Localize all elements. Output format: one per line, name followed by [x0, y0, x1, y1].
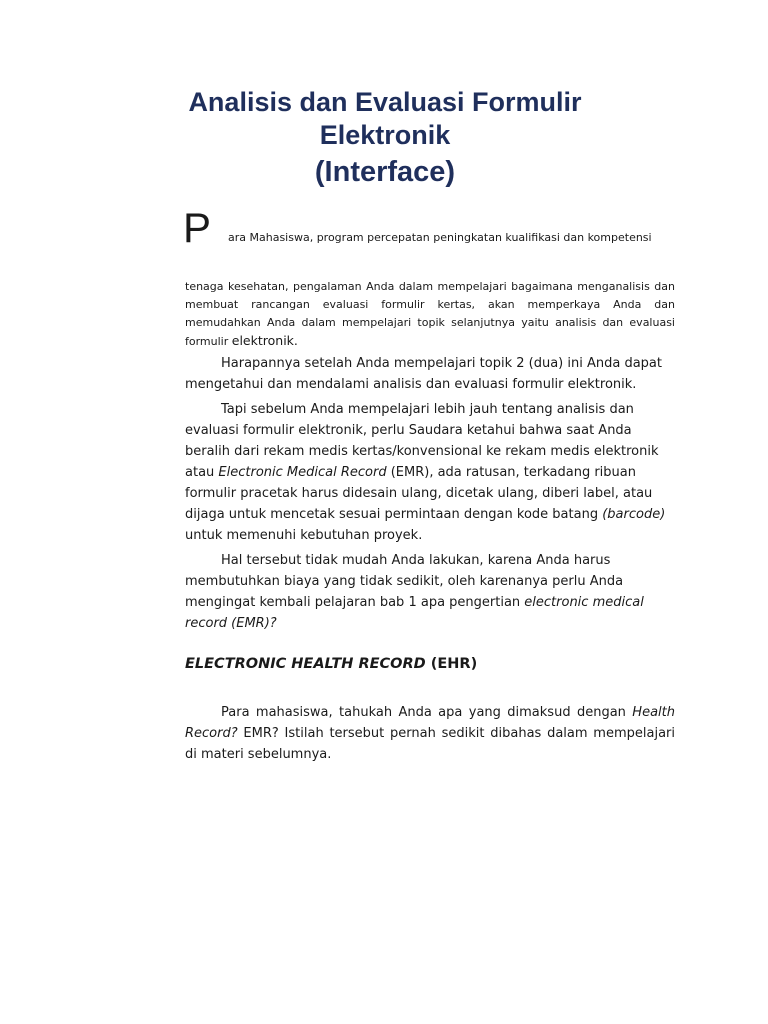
paragraph-4-health-record-term: Health Record?: [185, 705, 675, 741]
page-title-line-1: Analisis dan Evaluasi Formulir: [188, 87, 582, 117]
drop-cap-letter: P: [183, 204, 212, 251]
page-subtitle: (Interface): [314, 156, 456, 188]
paragraph-4-text-a: Para mahasiswa, tahukah Anda apa yang dimaksud dengan: [221, 705, 633, 720]
paragraph-4: [185, 702, 675, 765]
section-heading-abbrev: (EHR): [425, 656, 478, 672]
section-heading-ehr: [185, 653, 477, 675]
paragraph-2-emr-term: Electronic Medical Record: [218, 465, 387, 480]
intro-last-word: elektronik.: [231, 333, 298, 348]
intro-continuation: tenaga kesehatan, pengalaman Anda dalam mempelajari bagaimana menganalisis dan membuat rancangan evaluasi formulir kertas, akan memperkaya Anda dan memudahkan Anda dalam mempelajari topik selanjutnya yaitu analisis dan evaluasi formulir: [185, 280, 675, 348]
paragraph-4-text-b: EMR? Istilah tersebut pernah sedikit dibahas dalam mempelajari di materi sebelumnya.: [185, 726, 675, 762]
paragraph-2-text-c: untuk memenuhi kebutuhan proyek.: [185, 528, 423, 543]
paragraph-3: [185, 550, 675, 634]
paragraph-2: [185, 399, 675, 546]
paragraph-2-barcode-term: (barcode): [602, 507, 666, 522]
paragraph-1: Harapannya setelah Anda mempelajari topik 2 (dua) ini Anda dapat mengetahui dan mendalami analisis dan evaluasi formulir elektronik.: [185, 356, 662, 392]
paragraph-2-text-a: Tapi sebelum Anda mempelajari lebih jauh tentang analisis dan evaluasi formulir elektronik, perlu Saudara ketahui bahwa saat Anda beralih dari rekam medis kertas/konvensional ke rekam medis elektronik atau: [185, 402, 659, 480]
paragraph-3-emr-term: electronic medical record (EMR)?: [185, 595, 644, 631]
page-title-line-2: Elektronik: [319, 120, 451, 150]
section-heading-italic: ELECTRONIC HEALTH RECORD: [185, 656, 426, 672]
intro-first-line: ara Mahasiswa, program percepatan peningkatan kualifikasi dan kompetensi: [228, 231, 652, 244]
paragraph-2-text-b: (EMR), ada ratusan, terkadang ribuan formulir pracetak harus didesain ulang, dicetak ulang, diberi label, atau dijaga untuk mencetak sesuai permintaan dengan kode batang: [185, 465, 653, 522]
paragraph-3-text: Hal tersebut tidak mudah Anda lakukan, karena Anda harus membutuhkan biaya yang tidak sedikit, oleh karenanya perlu Anda mengingat kembali pelajaran bab 1 apa pengertian: [185, 553, 624, 610]
intro-paragraph: [185, 278, 675, 351]
